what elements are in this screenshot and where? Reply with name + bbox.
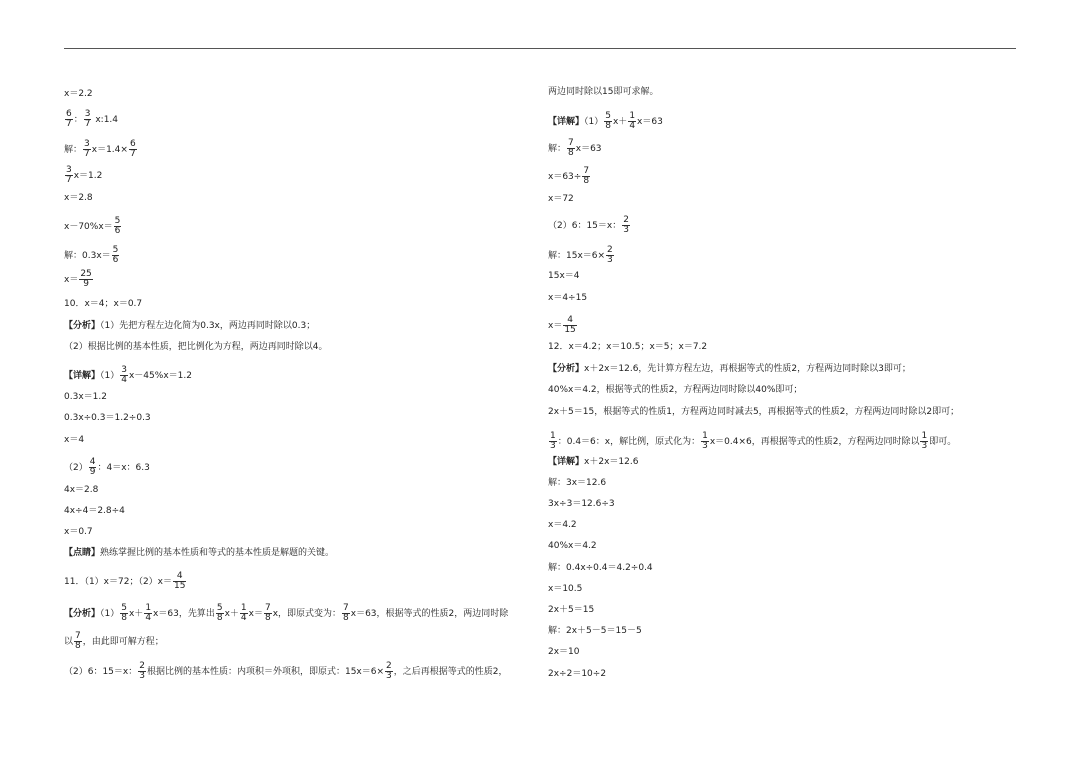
text-segment: x＝ xyxy=(64,275,79,285)
text-line xyxy=(548,112,663,131)
text-segment: x＝63 xyxy=(637,117,663,127)
text-segment: x－45%x＝1.2 xyxy=(128,371,192,381)
text-segment: （2）6：15＝x： xyxy=(548,221,622,231)
text-line xyxy=(548,193,574,205)
text-line xyxy=(548,477,606,489)
text-segment: （1） xyxy=(100,371,120,381)
fraction xyxy=(112,246,120,265)
text-segment: 4x＝2.8 xyxy=(64,485,99,495)
text-segment: 10．x＝4；x＝0.7 xyxy=(64,299,143,309)
text-line xyxy=(64,604,508,623)
text-segment: x＝1.4× xyxy=(91,145,128,155)
text-segment: 根据比例的基本性质：内项积＝外项积，即原式：15x＝6× xyxy=(146,667,385,677)
fraction xyxy=(920,432,928,451)
fraction-denominator: 9 xyxy=(83,279,89,289)
text-segment: ，由此即可解方程； xyxy=(82,637,164,647)
text-segment: x＝2.8 xyxy=(64,193,93,203)
text-line xyxy=(64,270,94,289)
text-segment: 解：15x＝6× xyxy=(548,251,606,261)
fraction-denominator: 6 xyxy=(112,255,119,265)
text-line xyxy=(548,646,580,658)
text-segment: 2x＋5＝15，根据等式的性质1，方程两边同时减去5，再根据等式的性质2，方程两边同时除以2即可； xyxy=(548,407,960,417)
text-line xyxy=(548,406,959,418)
fraction-numerator: 5 xyxy=(114,216,121,226)
fraction xyxy=(582,167,590,186)
fraction-numerator: 25 xyxy=(80,269,92,279)
fraction-denominator: 4 xyxy=(240,613,247,623)
section-label: 【详解】 xyxy=(548,117,585,127)
fraction-denominator: 6 xyxy=(114,226,121,236)
fraction-numerator: 1 xyxy=(921,431,928,441)
fraction xyxy=(74,632,82,651)
text-line xyxy=(548,341,707,353)
text-segment: 3x÷3＝12.6÷3 xyxy=(548,499,615,509)
fraction xyxy=(83,140,91,159)
fraction-denominator: 3 xyxy=(921,441,928,451)
section-label: 【点睛】 xyxy=(64,548,101,558)
text-segment: x＝63 xyxy=(575,144,602,154)
text-segment: 2x÷2＝10÷2 xyxy=(548,669,607,679)
fraction xyxy=(129,140,137,159)
text-segment: （1） xyxy=(100,609,120,619)
text-line xyxy=(548,384,802,396)
fraction-denominator: 8 xyxy=(343,613,349,623)
fraction xyxy=(240,604,248,623)
text-segment: x＝0.4×6，再根据等式的性质2，方程两边同时除以 xyxy=(709,437,920,447)
text-line xyxy=(548,668,606,680)
text-segment: 以 xyxy=(64,637,74,647)
fraction xyxy=(622,216,630,235)
fraction-numerator: 5 xyxy=(121,603,127,613)
text-line xyxy=(64,391,107,403)
text-segment: x＝0.7 xyxy=(64,527,93,537)
fraction-numerator: 6 xyxy=(66,109,72,119)
fraction xyxy=(120,366,128,385)
fraction xyxy=(65,110,73,129)
text-segment: x，即原式变为： xyxy=(272,609,342,619)
fraction-numerator: 1 xyxy=(145,603,152,613)
text-segment: ，之后再根据等式的性质2， xyxy=(393,667,508,677)
fraction-denominator: 4 xyxy=(145,613,152,623)
fraction xyxy=(144,604,152,623)
text-line xyxy=(548,363,911,375)
text-segment: 12．x＝4.2；x＝10.5；x＝5；x＝7.2 xyxy=(548,342,708,352)
text-segment: （2）根据比例的基本性质，把比例化为方程，两边再同时除以4。 xyxy=(64,342,328,352)
fraction xyxy=(567,139,575,158)
fraction-denominator: 3 xyxy=(623,225,629,235)
fraction-numerator: 3 xyxy=(121,365,127,375)
fraction xyxy=(89,458,97,477)
fraction-numerator: 4 xyxy=(173,572,186,582)
text-line xyxy=(64,341,327,353)
text-line xyxy=(548,562,653,574)
text-line xyxy=(64,526,93,538)
section-label: 【详解】 xyxy=(548,457,585,467)
text-line xyxy=(548,456,638,468)
fraction-numerator: 2 xyxy=(139,661,145,671)
fraction-denominator: 8 xyxy=(264,613,271,623)
fraction xyxy=(628,112,636,131)
text-segment: x＝4÷15 xyxy=(548,293,588,303)
text-segment: 熟练掌握比例的基本性质和等式的基本性质是解题的关键。 xyxy=(100,548,335,558)
text-segment: x＋ xyxy=(224,609,239,619)
fraction-denominator: 3 xyxy=(607,255,613,265)
fraction-numerator: 1 xyxy=(702,431,708,441)
text-line xyxy=(64,366,192,385)
header-rule xyxy=(64,48,1016,49)
text-segment: 解：3x＝12.6 xyxy=(548,478,607,488)
fraction-numerator: 2 xyxy=(607,245,613,255)
fraction xyxy=(84,110,92,129)
text-segment: x＋ xyxy=(128,609,144,619)
section-label: 【详解】 xyxy=(64,371,101,381)
fraction xyxy=(173,572,186,591)
text-segment: 解： xyxy=(548,144,567,154)
text-line xyxy=(64,434,84,446)
fraction-denominator: 3 xyxy=(550,441,556,451)
text-line xyxy=(64,298,142,310)
fraction-numerator: 7 xyxy=(583,166,590,176)
fraction xyxy=(120,604,128,623)
fraction xyxy=(563,316,576,335)
text-segment: x＝63÷ xyxy=(548,172,582,182)
fraction-denominator: 3 xyxy=(386,671,392,681)
text-line xyxy=(548,625,642,637)
fraction-denominator: 8 xyxy=(216,613,223,623)
fraction-denominator: 15 xyxy=(174,581,186,591)
text-line xyxy=(548,316,578,335)
text-line xyxy=(548,432,956,451)
text-line xyxy=(548,519,577,531)
text-segment: x＝63，根据等式的性质2，两边同时除 xyxy=(350,609,509,619)
fraction-denominator: 8 xyxy=(568,148,574,158)
text-line xyxy=(64,140,138,159)
text-segment: 解：2x＋5－5＝15－5 xyxy=(548,626,642,636)
fraction-numerator: 2 xyxy=(623,215,629,225)
fraction-denominator: 7 xyxy=(129,149,136,159)
text-segment: x＝63，先算出 xyxy=(153,609,215,619)
fraction-denominator: 7 xyxy=(84,119,91,129)
text-line xyxy=(64,88,93,100)
text-line xyxy=(64,484,98,496)
fraction-numerator: 1 xyxy=(550,431,556,441)
text-segment: （1） xyxy=(584,117,604,127)
text-line xyxy=(64,166,102,185)
text-segment: x＝ xyxy=(548,321,563,331)
text-line xyxy=(548,167,591,186)
text-segment: 即可。 xyxy=(929,437,957,447)
fraction-numerator: 5 xyxy=(112,245,119,255)
text-segment: 2x＝10 xyxy=(548,647,580,657)
text-segment: x＋ xyxy=(612,117,628,127)
fraction-numerator: 4 xyxy=(563,316,576,326)
fraction-numerator: 7 xyxy=(343,603,349,613)
text-segment: x＋2x＝12.6，先计算方程左边，再根据等式的性质2，方程两边同时除以3即可； xyxy=(584,364,911,374)
text-segment: （2） xyxy=(64,463,88,473)
fraction-numerator: 2 xyxy=(386,661,392,671)
fraction xyxy=(264,604,272,623)
text-segment: x－70%x＝ xyxy=(64,222,113,232)
fraction xyxy=(549,432,557,451)
text-segment: 解：0.3x＝ xyxy=(64,251,111,261)
text-segment: 40%x＝4.2 xyxy=(548,541,597,551)
fraction-denominator: 3 xyxy=(139,671,145,681)
text-line xyxy=(64,412,151,424)
text-line xyxy=(64,320,315,332)
text-segment: x＝ xyxy=(248,609,263,619)
fraction xyxy=(701,432,709,451)
text-segment: 0.3x＝1.2 xyxy=(64,392,107,402)
fraction-denominator: 8 xyxy=(121,613,127,623)
text-segment: 11．（1）x＝72；（2）x＝ xyxy=(64,577,173,587)
text-line xyxy=(64,110,118,129)
fraction-numerator: 3 xyxy=(84,139,90,149)
text-segment: x:1.4 xyxy=(92,115,119,125)
text-line xyxy=(548,246,615,265)
text-segment: x＝72 xyxy=(548,194,574,204)
text-line xyxy=(548,604,594,616)
fraction-denominator: 9 xyxy=(89,467,96,477)
fraction-numerator: 7 xyxy=(568,138,574,148)
fraction-denominator: 7 xyxy=(66,175,72,185)
fraction-denominator: 7 xyxy=(66,119,72,129)
fraction-numerator: 7 xyxy=(264,603,271,613)
fraction xyxy=(216,604,224,623)
fraction-denominator: 15 xyxy=(564,325,576,335)
fraction-numerator: 1 xyxy=(629,111,636,121)
section-label: 【分析】 xyxy=(64,321,101,331)
text-line xyxy=(548,86,658,98)
text-segment: ：0.4＝6：x，解比例，原式化为： xyxy=(557,437,701,447)
text-line xyxy=(548,498,615,510)
text-line xyxy=(64,217,122,236)
fraction-numerator: 7 xyxy=(75,631,81,641)
text-line xyxy=(64,192,93,204)
section-label: 【分析】 xyxy=(64,609,101,619)
text-line xyxy=(548,139,602,158)
fraction xyxy=(79,270,92,289)
fraction xyxy=(604,112,612,131)
text-segment: x＝4 xyxy=(64,435,85,445)
fraction-numerator: 6 xyxy=(129,139,136,149)
text-line xyxy=(64,505,125,517)
text-segment: 15x＝4 xyxy=(548,271,580,281)
fraction xyxy=(138,662,146,681)
fraction-denominator: 8 xyxy=(605,121,611,131)
fraction-denominator: 4 xyxy=(121,375,127,385)
text-segment: （2）6：15＝x： xyxy=(64,667,138,677)
text-line xyxy=(548,292,587,304)
fraction-numerator: 1 xyxy=(240,603,247,613)
fraction xyxy=(65,166,73,185)
text-line xyxy=(548,270,580,282)
text-segment: ： xyxy=(73,115,83,125)
text-segment: x＝4.2 xyxy=(548,520,577,530)
fraction-numerator: 5 xyxy=(605,111,611,121)
fraction-numerator: 3 xyxy=(84,109,91,119)
fraction xyxy=(114,217,122,236)
text-line xyxy=(64,662,507,681)
fraction-numerator: 5 xyxy=(216,603,223,613)
fraction-denominator: 8 xyxy=(75,641,81,651)
fraction xyxy=(385,662,393,681)
text-line xyxy=(64,246,120,265)
text-line xyxy=(548,216,631,235)
text-segment: 40%x＝4.2，根据等式的性质2，方程两边同时除以40%即可； xyxy=(548,385,803,395)
fraction xyxy=(606,246,614,265)
text-line xyxy=(64,547,334,559)
fraction-denominator: 4 xyxy=(629,121,636,131)
section-label: 【分析】 xyxy=(548,364,585,374)
text-line xyxy=(64,458,150,477)
fraction-denominator: 8 xyxy=(583,176,590,186)
text-segment: x＝10.5 xyxy=(548,584,583,594)
text-segment: x＝2.2 xyxy=(64,89,93,99)
text-segment: 解：0.4x÷0.4＝4.2÷0.4 xyxy=(548,563,653,573)
text-segment: x＝1.2 xyxy=(73,171,103,181)
text-segment: 解： xyxy=(64,145,83,155)
text-line xyxy=(548,540,597,552)
fraction-numerator: 3 xyxy=(66,165,72,175)
text-segment: 2x＋5＝15 xyxy=(548,605,595,615)
fraction-numerator: 4 xyxy=(89,457,96,467)
fraction-denominator: 3 xyxy=(702,441,708,451)
text-line xyxy=(64,632,164,651)
text-line xyxy=(548,583,582,595)
text-segment: （1）先把方程左边化简为0.3x，两边再同时除以0.3； xyxy=(100,321,316,331)
fraction xyxy=(342,604,350,623)
text-segment: ：4＝x：6.3 xyxy=(97,463,150,473)
text-segment: 4x÷4＝2.8÷4 xyxy=(64,506,125,516)
text-segment: x＋2x＝12.6 xyxy=(584,457,639,467)
text-segment: 两边同时除以15即可求解。 xyxy=(548,87,659,97)
text-segment: 0.3x÷0.3＝1.2÷0.3 xyxy=(64,413,151,423)
fraction-denominator: 7 xyxy=(84,149,90,159)
text-line xyxy=(64,572,187,591)
